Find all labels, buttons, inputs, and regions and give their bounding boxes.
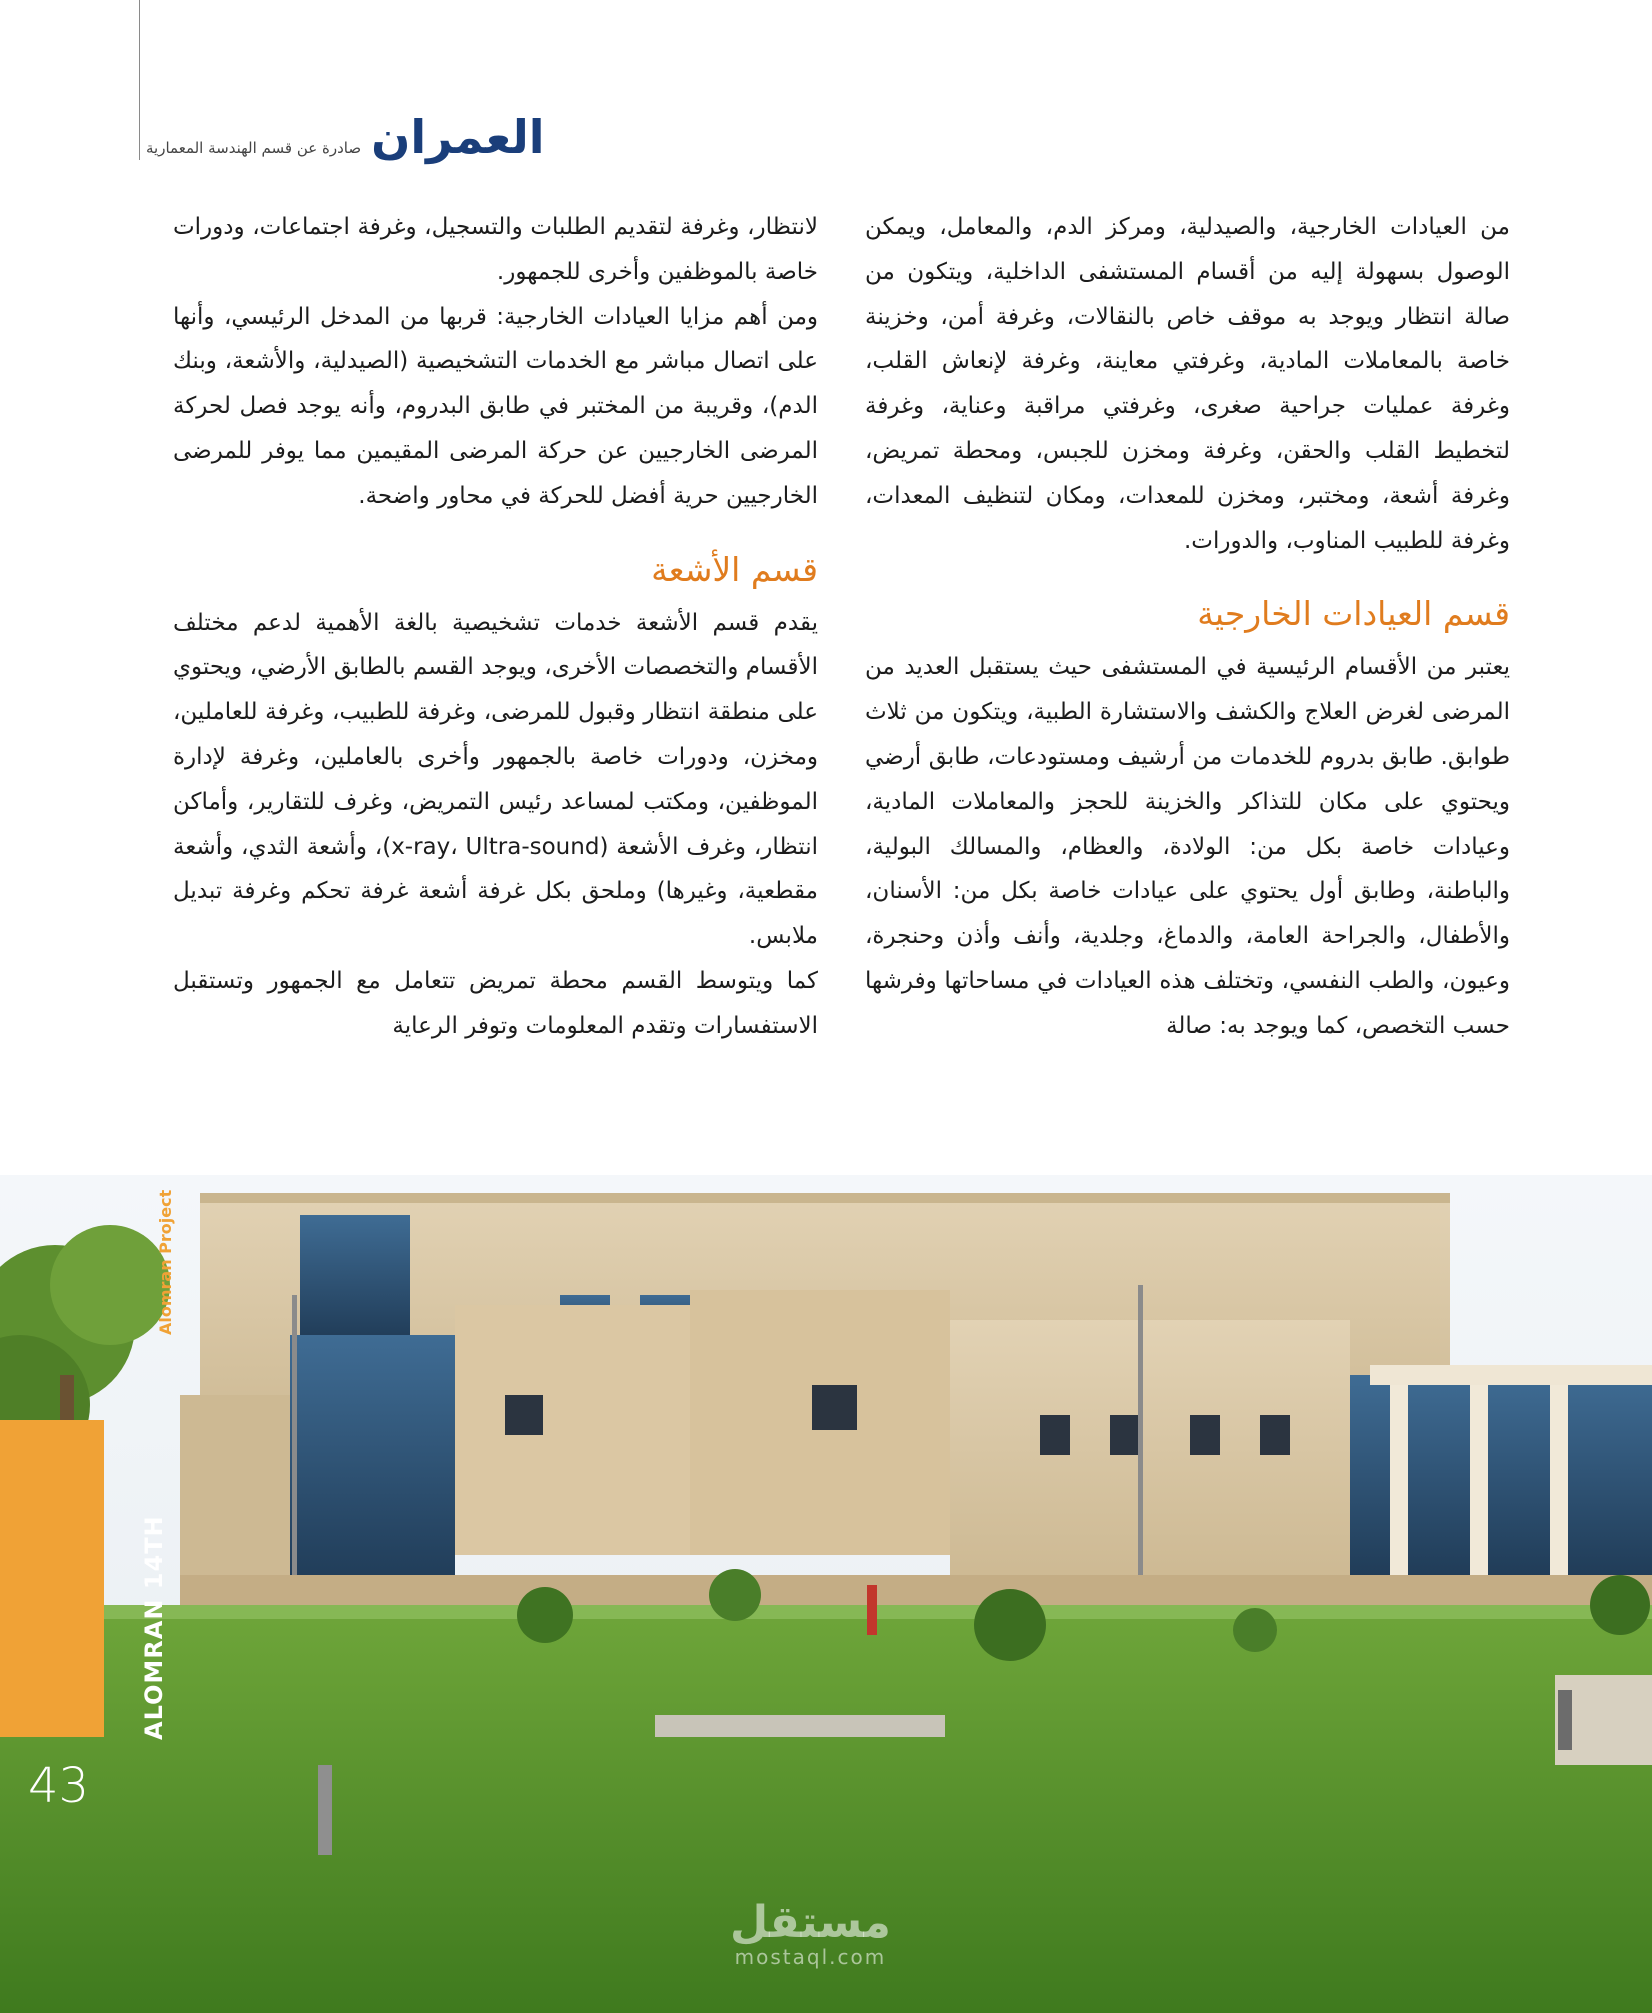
- watermark-arabic: مستقل: [730, 1897, 891, 1948]
- masthead: [146, 110, 545, 164]
- magazine-logo: العمران: [371, 110, 545, 164]
- project-label: Alomran Project: [156, 1189, 175, 1335]
- watermark-latin: mostaql.com: [734, 1945, 887, 1969]
- section-heading-outpatient: قسم العيادات الخارجية: [1197, 594, 1510, 634]
- left-column: [173, 205, 818, 1049]
- paragraph: كما ويتوسط القسم محطة تمريض تتعامل مع الجمهور وتستقبل الاستفسارات وتقدم المعلومات وتوفر الرعاية: [173, 967, 818, 1039]
- paragraph: ومن أهم مزايا العيادات الخارجية: قربها من المدخل الرئيسي، وأنها على اتصال مباشر مع الخدمات التشخيصية (الصيدلية، والأشعة، وبنك الدم)، وقريبة من المختبر في طابق البدروم، وأنه يوجد فصل لحركة المرضى الخارجيين عن حركة المرضى المقيمين مما يوفر للمرضى الخارجيين حرية أفضل للحركة في محاور واضحة.: [173, 303, 818, 509]
- magazine-subtitle: صادرة عن قسم الهندسة المعمارية: [146, 139, 362, 157]
- section-heading-radiology: قسم الأشعة: [651, 549, 818, 589]
- paragraph: يعتبر من الأقسام الرئيسية في المستشفى حيث يستقبل العديد من المرضى لغرض العلاج والكشف والاستشارة الطبية، ويتكون من ثلاث طوابق. طابق بدروم للخدمات من أرشيف ومستودعات، طابق أرضي ويحتوي على مكان للتذاكر والخزينة للحجز والمعاملات المادية، وعيادات خاصة بكل من: الولادة، والعظام، والمسالك البولية، والباطنة، وطابق أول يحتوي على عيادات خاصة بكل من: الأسنان، والأطفال، والجراحة العامة، والدماغ، وجلدية، وأنف وأذن وحنجرة، وعيون، والطب النفسي، وتختلف هذه العيادات في مساحاتها وفرشها حسب التخصص، كما ويوجد به: صالة: [865, 654, 1510, 1039]
- page-number: 43: [28, 1758, 90, 1814]
- magazine-issue-label: ALOMRAN 14TH: [140, 1515, 168, 1740]
- orange-accent-band: [0, 1420, 104, 1737]
- paragraph: يقدم قسم الأشعة خدمات تشخيصية بالغة الأهمية لدعم مختلف الأقسام والتخصصات الأخرى، ويوجد القسم بالطابق الأرضي، ويحتوي على منطقة انتظار وقبول للمرضى، وغرفة للطبيب، وغرفة للعاملين، ومخزن، ودورات خاصة بالجمهور وأخرى بالعاملين، وغرفة لإدارة الموظفين، ومكتب لمساعد رئيس التمريض، وغرف للتقارير، وأماكن انتظار، وغرف الأشعة (x-ray، Ultra-sound)، وأشعة الثدي، وأشعة مقطعية، وغيرها) وملحق بكل غرفة أشعة غرفة تحكم وغرفة تبديل ملابس.: [173, 609, 818, 950]
- right-column: [865, 205, 1510, 1049]
- paragraph: من العيادات الخارجية، والصيدلية، ومركز الدم، والمعامل، ويمكن الوصول بسهولة إليه من أقسام المستشفى الداخلية، ويتكون من صالة انتظار ويوجد به موقف خاص بالنقالات، وغرفة أمن، وخزينة خاصة بالمعاملات المادية، وغرفتي معاينة، وغرفة لإنعاش القلب، وغرفة عمليات جراحية صغرى، وغرفتي مراقبة وعناية، وغرفة لتخطيط القلب والحقن، وغرفة ومخزن للجبس، ومحطة تمريض، وغرفة أشعة، ومختبر، ومخزن للمعدات، ومكان لتنظيف المعدات، وغرفة للطبيب المناوب، والدورات.: [865, 214, 1510, 554]
- hospital-building-photo: [0, 1175, 1652, 2013]
- paragraph: لانتظار، وغرفة لتقديم الطلبات والتسجيل، وغرفة اجتماعات، ودورات خاصة بالموظفين وأخرى للجمهور.: [173, 214, 818, 285]
- watermark: [730, 1897, 891, 1969]
- header-rule: [139, 0, 140, 160]
